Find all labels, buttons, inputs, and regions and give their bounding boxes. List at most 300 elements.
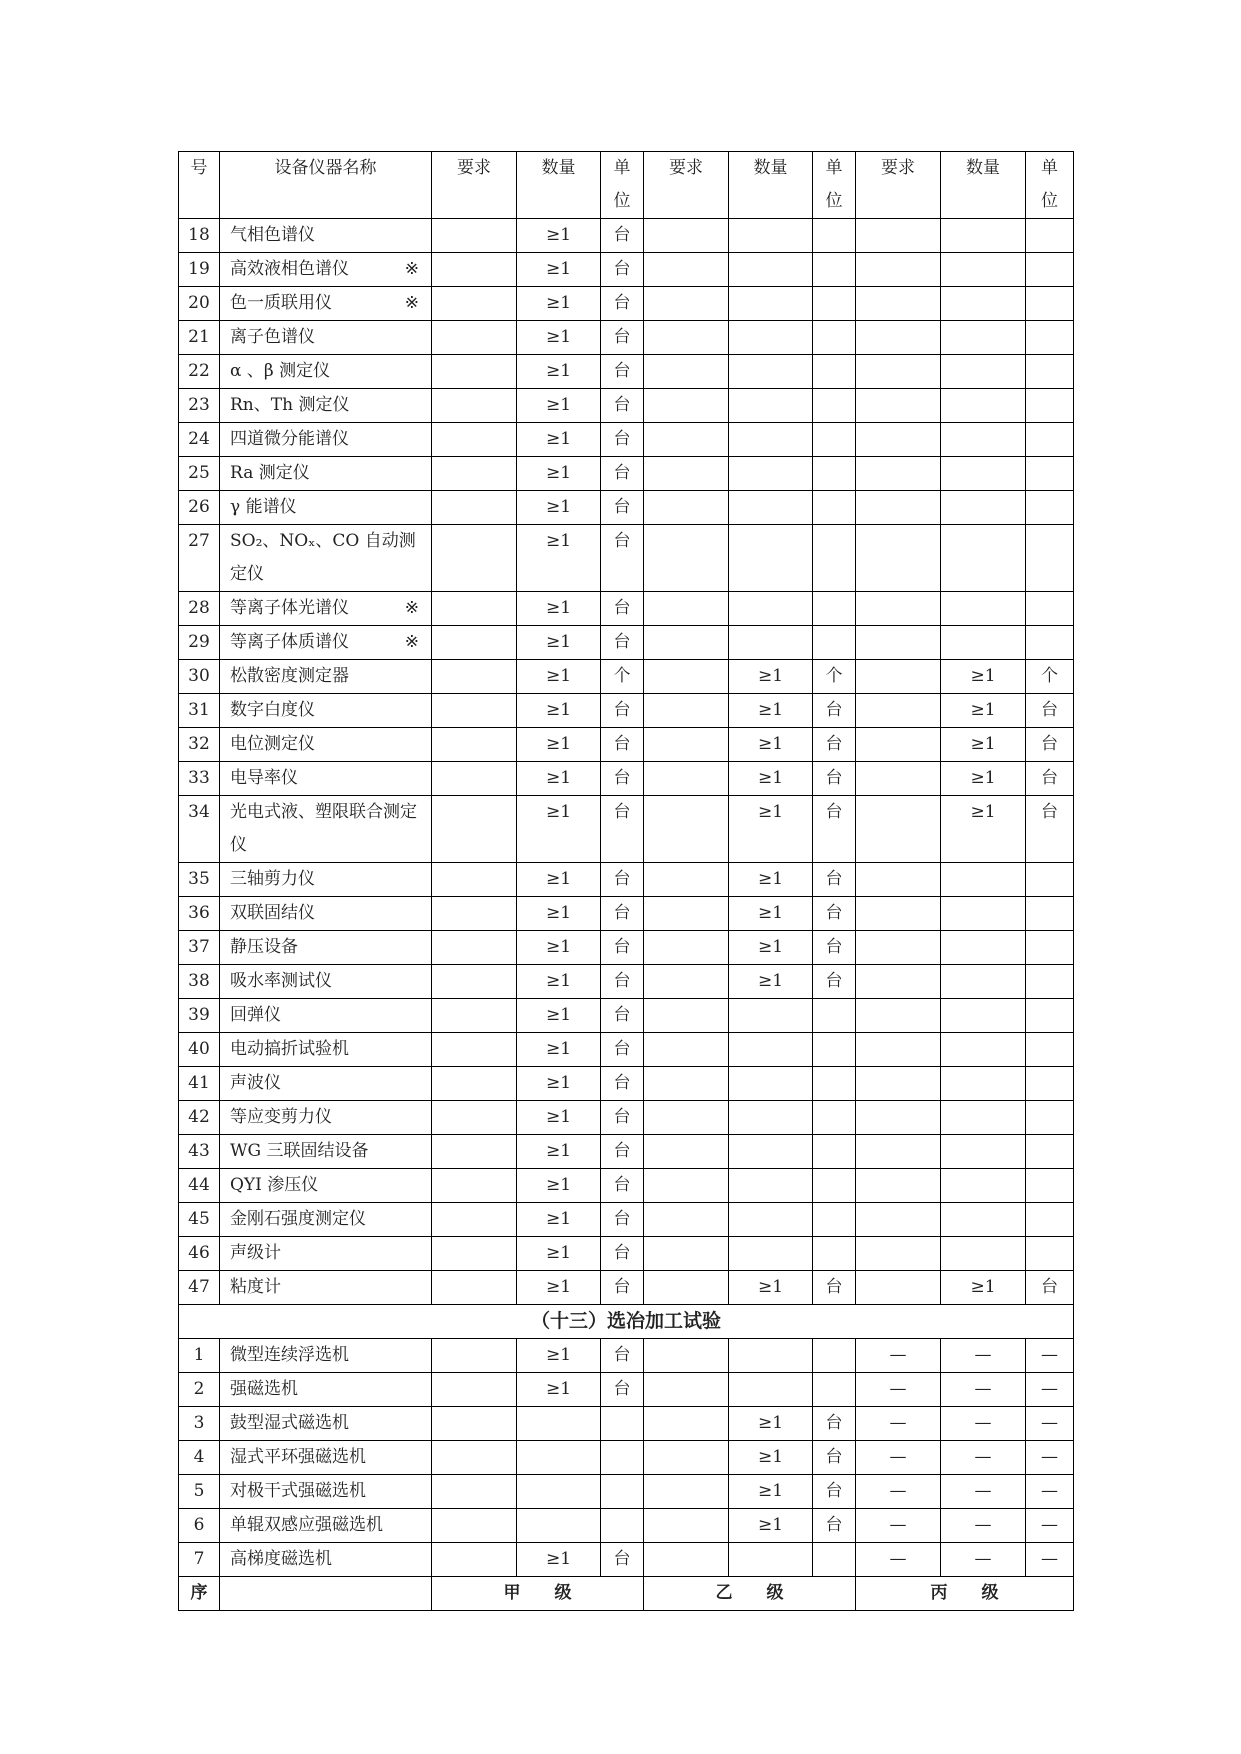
qty-b (729, 1339, 813, 1373)
footer-grade-c: 丙 级 (856, 1577, 1074, 1611)
table-row (179, 796, 1074, 863)
unit-a: 台 (601, 796, 644, 863)
unit-b: 台 (813, 1509, 856, 1543)
qty-a: ≥1 (517, 1373, 601, 1407)
qty-c (941, 592, 1026, 626)
unit-b (813, 321, 856, 355)
unit-b (813, 1169, 856, 1203)
qty-c: — (941, 1543, 1026, 1577)
qty-c (941, 965, 1026, 999)
footer-grade-a: 甲 级 (432, 1577, 644, 1611)
req-c: — (856, 1475, 941, 1509)
unit-c (1026, 1203, 1074, 1237)
req-a (432, 1203, 517, 1237)
row-name (220, 999, 432, 1033)
qty-b (729, 389, 813, 423)
unit-c (1026, 931, 1074, 965)
row-no: 31 (179, 694, 220, 728)
table-row (179, 287, 1074, 321)
row-name (220, 321, 432, 355)
qty-a: ≥1 (517, 287, 601, 321)
unit-c (1026, 321, 1074, 355)
unit-b (813, 525, 856, 592)
row-no: 44 (179, 1169, 220, 1203)
header-unit-c: 单 位 (1026, 152, 1074, 219)
unit-a: 台 (601, 1543, 644, 1577)
row-name (220, 1203, 432, 1237)
header-qty-c: 数量 (941, 152, 1026, 219)
row-name-text: QYI 渗压仪 (230, 1175, 319, 1195)
table-row (179, 253, 1074, 287)
qty-b (729, 1067, 813, 1101)
qty-b (729, 1169, 813, 1203)
req-b (644, 1067, 729, 1101)
qty-b: ≥1 (729, 660, 813, 694)
qty-c: — (941, 1339, 1026, 1373)
qty-c: — (941, 1373, 1026, 1407)
qty-a: ≥1 (517, 897, 601, 931)
qty-a: ≥1 (517, 491, 601, 525)
header-unit-a: 单 位 (601, 152, 644, 219)
header-req-c: 要求 (856, 152, 941, 219)
req-b (644, 626, 729, 660)
qty-a: ≥1 (517, 525, 601, 592)
unit-c: — (1026, 1407, 1074, 1441)
note-mark: ※ (404, 293, 419, 313)
table-row (179, 219, 1074, 253)
row-name (220, 457, 432, 491)
table-row (179, 592, 1074, 626)
req-c (856, 796, 941, 863)
req-b (644, 999, 729, 1033)
qty-a: ≥1 (517, 796, 601, 863)
qty-a: ≥1 (517, 1339, 601, 1373)
row-name-text: 电动搞折试验机 (230, 1039, 349, 1059)
table-row (179, 1475, 1074, 1509)
row-name-text: 吸水率测试仪 (230, 971, 332, 991)
row-no: 41 (179, 1067, 220, 1101)
unit-b: 台 (813, 796, 856, 863)
qty-b (729, 253, 813, 287)
req-a (432, 1237, 517, 1271)
table-body (179, 152, 1074, 1611)
qty-a: ≥1 (517, 219, 601, 253)
req-a (432, 626, 517, 660)
req-c (856, 491, 941, 525)
row-name (220, 491, 432, 525)
table-row (179, 626, 1074, 660)
req-a (432, 762, 517, 796)
row-name-text: 静压设备 (230, 937, 298, 957)
qty-c: ≥1 (941, 796, 1026, 863)
unit-b: 台 (813, 897, 856, 931)
req-b (644, 1339, 729, 1373)
unit-c (1026, 423, 1074, 457)
unit-a (601, 1475, 644, 1509)
qty-b (729, 1135, 813, 1169)
req-a (432, 660, 517, 694)
qty-c (941, 355, 1026, 389)
unit-b (813, 287, 856, 321)
req-c (856, 626, 941, 660)
unit-a (601, 1407, 644, 1441)
req-a (432, 321, 517, 355)
qty-a: ≥1 (517, 1067, 601, 1101)
table-row (179, 1203, 1074, 1237)
req-c: — (856, 1441, 941, 1475)
table-row (179, 1407, 1074, 1441)
note-mark: ※ (404, 598, 419, 618)
unit-a: 台 (601, 423, 644, 457)
row-no: 19 (179, 253, 220, 287)
unit-c: — (1026, 1339, 1074, 1373)
unit-b: 台 (813, 1271, 856, 1305)
table-row (179, 1373, 1074, 1407)
row-no: 29 (179, 626, 220, 660)
qty-b: ≥1 (729, 762, 813, 796)
qty-c (941, 219, 1026, 253)
unit-a: 台 (601, 1237, 644, 1271)
unit-c (1026, 457, 1074, 491)
req-b (644, 1543, 729, 1577)
unit-b: 个 (813, 660, 856, 694)
req-a (432, 1475, 517, 1509)
qty-c (941, 1033, 1026, 1067)
unit-a (601, 1509, 644, 1543)
unit-b (813, 1033, 856, 1067)
req-b (644, 1169, 729, 1203)
row-name (220, 1101, 432, 1135)
req-a (432, 1509, 517, 1543)
unit-b: 台 (813, 931, 856, 965)
unit-c (1026, 1033, 1074, 1067)
req-a (432, 253, 517, 287)
header-req-b: 要求 (644, 152, 729, 219)
qty-c: — (941, 1441, 1026, 1475)
row-no: 39 (179, 999, 220, 1033)
unit-c (1026, 592, 1074, 626)
req-c (856, 1271, 941, 1305)
unit-a: 台 (601, 457, 644, 491)
req-b (644, 931, 729, 965)
qty-a (517, 1509, 601, 1543)
unit-c: — (1026, 1373, 1074, 1407)
row-no: 28 (179, 592, 220, 626)
req-a (432, 999, 517, 1033)
unit-c (1026, 1169, 1074, 1203)
row-name (220, 592, 432, 626)
unit-b: 台 (813, 1475, 856, 1509)
req-b (644, 355, 729, 389)
req-b (644, 1475, 729, 1509)
qty-b (729, 1373, 813, 1407)
qty-a: ≥1 (517, 1135, 601, 1169)
unit-c (1026, 525, 1074, 592)
qty-b (729, 626, 813, 660)
qty-c (941, 999, 1026, 1033)
req-a (432, 796, 517, 863)
section-title: （十三）选冶加工试验 (179, 1305, 1074, 1339)
req-b (644, 660, 729, 694)
unit-a: 台 (601, 999, 644, 1033)
qty-a: ≥1 (517, 592, 601, 626)
qty-b: ≥1 (729, 965, 813, 999)
row-name (220, 355, 432, 389)
unit-b: 台 (813, 1407, 856, 1441)
table-row (179, 525, 1074, 592)
qty-a (517, 1475, 601, 1509)
req-b (644, 796, 729, 863)
unit-c (1026, 626, 1074, 660)
qty-c: — (941, 1509, 1026, 1543)
row-no: 34 (179, 796, 220, 863)
unit-b (813, 1067, 856, 1101)
unit-b: 台 (813, 694, 856, 728)
req-a (432, 1135, 517, 1169)
req-a (432, 1339, 517, 1373)
row-no: 35 (179, 863, 220, 897)
row-no: 4 (179, 1441, 220, 1475)
row-no: 40 (179, 1033, 220, 1067)
qty-c (941, 1135, 1026, 1169)
req-c (856, 525, 941, 592)
header-qty-a: 数量 (517, 152, 601, 219)
row-name (220, 1033, 432, 1067)
row-name-text: Ra 测定仪 (230, 463, 310, 483)
req-c (856, 931, 941, 965)
row-name (220, 287, 432, 321)
req-b (644, 1135, 729, 1169)
row-no: 6 (179, 1509, 220, 1543)
qty-a: ≥1 (517, 1543, 601, 1577)
qty-a: ≥1 (517, 965, 601, 999)
qty-c (941, 253, 1026, 287)
footer-seq: 序 (179, 1577, 220, 1611)
req-c (856, 423, 941, 457)
row-name (220, 694, 432, 728)
unit-a (601, 1441, 644, 1475)
req-c (856, 457, 941, 491)
row-no: 1 (179, 1339, 220, 1373)
qty-b: ≥1 (729, 897, 813, 931)
row-name (220, 389, 432, 423)
unit-c: — (1026, 1509, 1074, 1543)
row-name (220, 525, 432, 592)
table-row (179, 863, 1074, 897)
req-b (644, 694, 729, 728)
row-name-text: Rn、Th 测定仪 (230, 395, 350, 415)
row-name: 对极干式强磁选机 (220, 1475, 432, 1509)
qty-c (941, 287, 1026, 321)
req-a (432, 1271, 517, 1305)
table-row (179, 1033, 1074, 1067)
unit-a: 台 (601, 1203, 644, 1237)
req-c (856, 321, 941, 355)
req-a (432, 1033, 517, 1067)
req-c (856, 1135, 941, 1169)
row-name (220, 1135, 432, 1169)
req-c (856, 1169, 941, 1203)
qty-b (729, 999, 813, 1033)
req-a (432, 1101, 517, 1135)
req-c: — (856, 1373, 941, 1407)
unit-b (813, 626, 856, 660)
req-c (856, 1033, 941, 1067)
row-name-text: 数字白度仪 (230, 700, 315, 720)
row-no: 47 (179, 1271, 220, 1305)
req-c (856, 728, 941, 762)
req-b (644, 389, 729, 423)
unit-c: — (1026, 1543, 1074, 1577)
req-b (644, 253, 729, 287)
req-c (856, 287, 941, 321)
qty-c (941, 525, 1026, 592)
row-no: 24 (179, 423, 220, 457)
unit-b (813, 457, 856, 491)
req-b (644, 1441, 729, 1475)
qty-a: ≥1 (517, 253, 601, 287)
row-no: 32 (179, 728, 220, 762)
unit-c (1026, 287, 1074, 321)
row-name-text: WG 三联固结设备 (230, 1141, 369, 1161)
req-c: — (856, 1509, 941, 1543)
qty-b (729, 1543, 813, 1577)
row-name (220, 660, 432, 694)
req-c (856, 694, 941, 728)
header-unit-b: 单 位 (813, 152, 856, 219)
row-no: 20 (179, 287, 220, 321)
qty-c: ≥1 (941, 694, 1026, 728)
qty-b (729, 525, 813, 592)
unit-a: 台 (601, 491, 644, 525)
table-row (179, 355, 1074, 389)
unit-a: 台 (601, 1373, 644, 1407)
unit-a: 台 (601, 525, 644, 592)
row-no: 18 (179, 219, 220, 253)
table-row (179, 1271, 1074, 1305)
qty-c: ≥1 (941, 1271, 1026, 1305)
header-name: 设备仪器名称 (220, 152, 432, 219)
qty-b (729, 219, 813, 253)
unit-c (1026, 491, 1074, 525)
unit-b (813, 999, 856, 1033)
unit-c (1026, 1101, 1074, 1135)
row-name (220, 897, 432, 931)
unit-b (813, 491, 856, 525)
section-row (179, 1305, 1074, 1339)
unit-c: 台 (1026, 762, 1074, 796)
qty-a: ≥1 (517, 762, 601, 796)
req-b (644, 1373, 729, 1407)
qty-b: ≥1 (729, 1475, 813, 1509)
qty-c (941, 626, 1026, 660)
qty-c: ≥1 (941, 660, 1026, 694)
row-name (220, 762, 432, 796)
row-no: 30 (179, 660, 220, 694)
row-name (220, 931, 432, 965)
unit-c (1026, 863, 1074, 897)
qty-a: ≥1 (517, 1271, 601, 1305)
req-a (432, 1169, 517, 1203)
row-name-text: α 、β 测定仪 (230, 361, 331, 381)
row-name-text: 粘度计 (230, 1277, 281, 1297)
req-c (856, 253, 941, 287)
qty-c (941, 389, 1026, 423)
req-b (644, 728, 729, 762)
unit-c (1026, 1135, 1074, 1169)
qty-c (941, 1203, 1026, 1237)
qty-b (729, 1101, 813, 1135)
row-no: 38 (179, 965, 220, 999)
req-c (856, 1101, 941, 1135)
row-name-text: 气相色谱仪 (230, 225, 315, 245)
unit-c (1026, 355, 1074, 389)
row-no: 33 (179, 762, 220, 796)
req-c (856, 389, 941, 423)
table-row (179, 1543, 1074, 1577)
row-name-text: 等离子体质谱仪 (230, 632, 349, 652)
unit-b (813, 1237, 856, 1271)
req-a (432, 457, 517, 491)
req-b (644, 1101, 729, 1135)
unit-c: 台 (1026, 1271, 1074, 1305)
unit-a: 台 (601, 355, 644, 389)
qty-c (941, 457, 1026, 491)
qty-b: ≥1 (729, 1271, 813, 1305)
unit-a: 台 (601, 1067, 644, 1101)
unit-b (813, 1373, 856, 1407)
unit-a: 个 (601, 660, 644, 694)
req-c (856, 897, 941, 931)
qty-a: ≥1 (517, 1033, 601, 1067)
unit-b (813, 1203, 856, 1237)
qty-a: ≥1 (517, 1169, 601, 1203)
table-row (179, 965, 1074, 999)
qty-b: ≥1 (729, 1509, 813, 1543)
row-name: 高梯度磁选机 (220, 1543, 432, 1577)
unit-c (1026, 965, 1074, 999)
req-b (644, 321, 729, 355)
row-no: 42 (179, 1101, 220, 1135)
unit-c: 台 (1026, 694, 1074, 728)
unit-b (813, 219, 856, 253)
header-qty-b: 数量 (729, 152, 813, 219)
req-b (644, 423, 729, 457)
unit-a: 台 (601, 253, 644, 287)
qty-a: ≥1 (517, 863, 601, 897)
req-c (856, 1237, 941, 1271)
req-c (856, 1067, 941, 1101)
unit-b (813, 1135, 856, 1169)
unit-b: 台 (813, 965, 856, 999)
row-name-text: 光电式液、塑限联合测定仪 (230, 802, 417, 855)
unit-a: 台 (601, 321, 644, 355)
unit-b (813, 1339, 856, 1373)
unit-b (813, 355, 856, 389)
footer-row (179, 1577, 1074, 1611)
row-no: 27 (179, 525, 220, 592)
qty-c: — (941, 1475, 1026, 1509)
header-no: 号 (179, 152, 220, 219)
table-row (179, 491, 1074, 525)
qty-b (729, 1237, 813, 1271)
table-row (179, 1339, 1074, 1373)
row-no: 5 (179, 1475, 220, 1509)
row-name (220, 253, 432, 287)
qty-c (941, 423, 1026, 457)
req-c: — (856, 1543, 941, 1577)
unit-b (813, 1101, 856, 1135)
